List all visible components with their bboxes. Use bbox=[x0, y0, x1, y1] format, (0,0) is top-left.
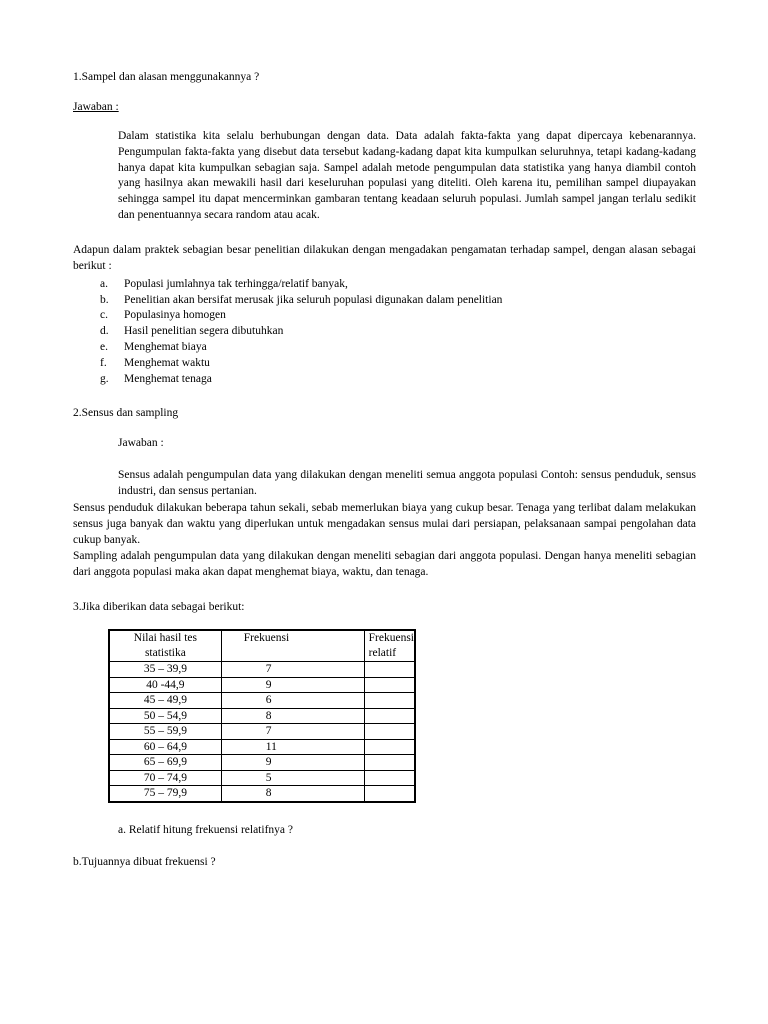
table-header-row bbox=[109, 630, 415, 662]
frequency-cell: 11 bbox=[221, 739, 364, 755]
list-item bbox=[100, 339, 207, 355]
table-row bbox=[109, 755, 415, 771]
list-marker: d. bbox=[100, 325, 109, 337]
relative-frequency-cell bbox=[364, 662, 415, 678]
score-range-cell: 60 – 64,9 bbox=[109, 739, 221, 755]
table-row bbox=[109, 677, 415, 693]
sample-definition-paragraph: Dalam statistika kita selalu berhubungan dengan data. Data adalah fakta-fakta yang dapat dipercaya kebenarannya. Pengumpulan fakta-fakta yang disebut data tersebut kadang-kadang dapat kita kumpulkan seluruhnya, tetapi kadang-kadang hanya dapat kita kumpulkan sebagian saja. Sampel adalah metode pengumpulan data statistika yang hanya diambil contoh yang hasilnya akan mewakili hasil dari keseluruhan populasi yang diteliti. Oleh karena itu, pemilihan sampel diupayakan sehingga sampel itu dapat mencerminkan gambaran tentang keadaan seluruh populasi. Jumlah sampel jangan terlalu sedikit dan penentuannya secara random atau acak. bbox=[118, 130, 696, 221]
relative-frequency-cell bbox=[364, 739, 415, 755]
list-text: Menghemat waktu bbox=[124, 357, 210, 369]
sub-question-b: b.Tujuannya dibuat frekuensi ? bbox=[73, 856, 216, 868]
list-text: Populasi jumlahnya tak terhingga/relatif banyak, bbox=[124, 278, 348, 290]
frequency-cell: 9 bbox=[221, 677, 364, 693]
score-range-cell: 45 – 49,9 bbox=[109, 693, 221, 709]
relative-frequency-cell bbox=[364, 708, 415, 724]
frequency-cell: 9 bbox=[221, 755, 364, 771]
list-marker: c. bbox=[100, 309, 108, 321]
list-text: Penelitian akan bersifat merusak jika seluruh populasi digunakan dalam penelitian bbox=[124, 294, 503, 306]
sensus-definition-paragraph: Sensus adalah pengumpulan data yang dilakukan dengan meneliti semua anggota populasi Contoh: sensus penduduk, sensus industri, dan sensus pertanian. bbox=[118, 469, 696, 497]
list-text: Menghemat biaya bbox=[124, 341, 207, 353]
table-row bbox=[109, 724, 415, 740]
list-text: Populasinya homogen bbox=[124, 309, 226, 321]
column-header-relative-frequency: Frekuensi relatif bbox=[364, 630, 415, 662]
question-1-title: 1.Sampel dan alasan menggunakannya ? bbox=[73, 71, 260, 83]
list-marker: b. bbox=[100, 294, 109, 306]
frequency-cell: 8 bbox=[221, 786, 364, 802]
frequency-cell: 6 bbox=[221, 693, 364, 709]
list-marker: g. bbox=[100, 373, 109, 385]
sensus-penduduk-paragraph: Sensus penduduk dilakukan beberapa tahun sekali, sebab memerlukan biaya yang cukup besar. Tenaga yang terlibat dalam melakukan sensus juga banyak dan waktu yang diperlukan untuk mengadakan sensus mulai dari persiapan, pelaksanaan sampai pengolahan data cukup banyak. bbox=[73, 502, 696, 546]
column-header-score: Nilai hasil tes statistika bbox=[109, 630, 221, 662]
frequency-cell: 8 bbox=[221, 708, 364, 724]
question-2-title: 2.Sensus dan sampling bbox=[73, 407, 179, 419]
score-range-cell: 70 – 74,9 bbox=[109, 770, 221, 786]
score-range-cell: 40 -44,9 bbox=[109, 677, 221, 693]
list-item bbox=[100, 371, 212, 387]
answer-label-1: Jawaban : bbox=[73, 101, 119, 113]
list-marker: e. bbox=[100, 341, 108, 353]
sub-question-a: a. Relatif hitung frekuensi relatifnya ? bbox=[118, 824, 293, 836]
list-item bbox=[100, 292, 502, 308]
score-range-cell: 65 – 69,9 bbox=[109, 755, 221, 771]
table-row bbox=[109, 693, 415, 709]
list-item bbox=[100, 355, 210, 371]
relative-frequency-cell bbox=[364, 755, 415, 771]
relative-frequency-cell bbox=[364, 786, 415, 802]
score-range-cell: 75 – 79,9 bbox=[109, 786, 221, 802]
relative-frequency-cell bbox=[364, 724, 415, 740]
list-text: Hasil penelitian segera dibutuhkan bbox=[124, 325, 284, 337]
table-row bbox=[109, 708, 415, 724]
list-marker: a. bbox=[100, 278, 108, 290]
list-item bbox=[100, 307, 226, 323]
score-range-cell: 35 – 39,9 bbox=[109, 662, 221, 678]
frequency-cell: 7 bbox=[221, 662, 364, 678]
table-row bbox=[109, 739, 415, 755]
list-item bbox=[100, 323, 283, 339]
sample-reasons-intro: Adapun dalam praktek sebagian besar penelitian dilakukan dengan mengadakan pengamatan terhadap sampel, dengan alasan sebagai berikut : bbox=[73, 244, 696, 272]
frequency-cell: 7 bbox=[221, 724, 364, 740]
table-row bbox=[109, 770, 415, 786]
list-item bbox=[100, 276, 348, 292]
table-row bbox=[109, 786, 415, 802]
column-header-frequency: Frekuensi bbox=[221, 630, 364, 662]
score-range-cell: 55 – 59,9 bbox=[109, 724, 221, 740]
list-text: Menghemat tenaga bbox=[124, 373, 212, 385]
score-range-cell: 50 – 54,9 bbox=[109, 708, 221, 724]
table-row bbox=[109, 662, 415, 678]
list-marker: f. bbox=[100, 357, 107, 369]
relative-frequency-cell bbox=[364, 677, 415, 693]
relative-frequency-cell bbox=[364, 770, 415, 786]
frequency-table bbox=[108, 629, 416, 803]
relative-frequency-cell bbox=[364, 693, 415, 709]
question-3-title: 3.Jika diberikan data sebagai berikut: bbox=[73, 601, 245, 613]
sampling-definition-paragraph: Sampling adalah pengumpulan data yang dilakukan dengan meneliti sebagian dari anggota populasi. Dengan hanya meneliti sebagian dari anggota populasi maka akan dapat menghemat biaya, waktu, dan tenaga. bbox=[73, 550, 696, 578]
frequency-cell: 5 bbox=[221, 770, 364, 786]
answer-label-2: Jawaban : bbox=[118, 437, 164, 449]
